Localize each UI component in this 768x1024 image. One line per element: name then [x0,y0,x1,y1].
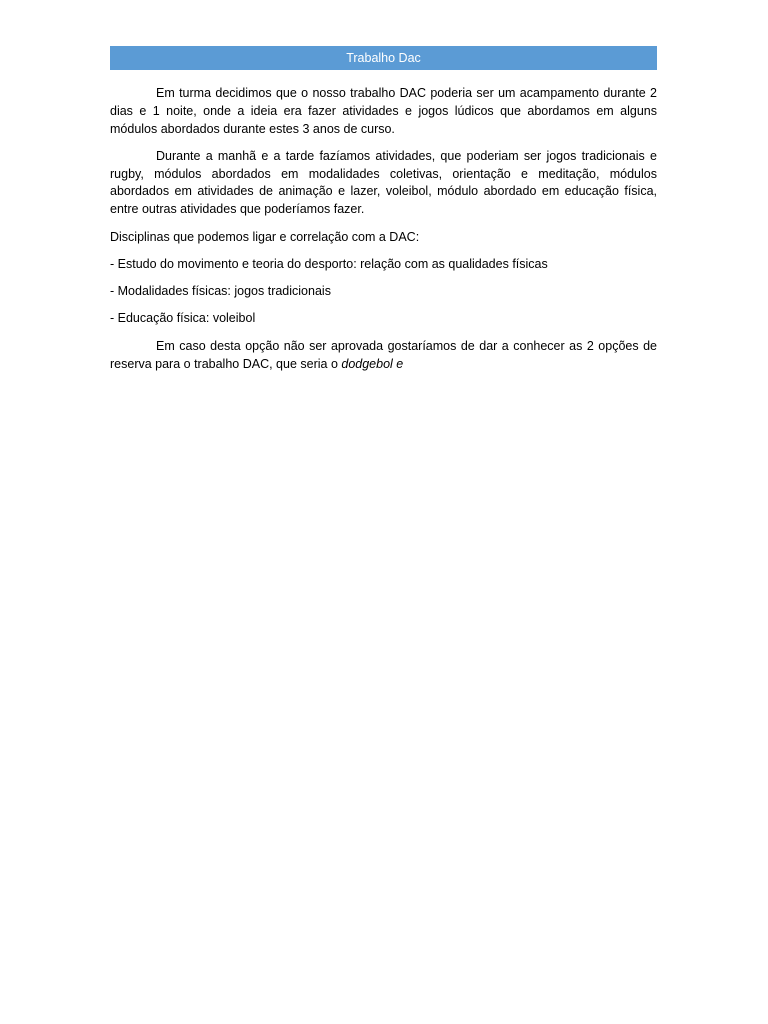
paragraph-activities: Durante a manhã e a tarde fazíamos atividades, que poderiam ser jogos tradicionais e rugby, módulos abordados em modalidades coletivas, orientação e meditação, módulos abordados em atividades de animação e lazer, voleibol, módulo abordado em educação física, entre outras atividades que poderíamos fazer. [110,148,657,217]
document-title-bar [110,46,657,70]
list-item-educacao-fisica: - Educação física: voleibol [110,311,256,326]
document-page [110,46,657,383]
disciplines-intro: Disciplinas que podemos ligar e correlação com a DAC: [110,229,420,244]
list-item-estudo-movimento: - Estudo do movimento e teoria do desporto: relação com as qualidades físicas [110,256,548,271]
reserve-options-italic: dodgebol e [341,356,404,371]
list-item-modalidades-fisicas: - Modalidades físicas: jogos tradicionais [110,284,331,299]
document-body [110,85,657,373]
paragraph-camping-intro: Em turma decidimos que o nosso trabalho DAC poderia ser um acampamento durante 2 dias e 1 noite, onde a ideia era fazer atividades e jogos lúdicos que abordamos em alguns módulos abordados durante estes 3 anos de curso. [110,86,657,136]
document-title: Trabalho Dac [346,51,421,65]
paragraph-reserve-options [110,338,657,374]
reserve-options-text: Em caso desta opção não ser aprovada gostaríamos de dar a conhecer as 2 opções de reserva para o trabalho DAC, que seria o [110,338,657,371]
